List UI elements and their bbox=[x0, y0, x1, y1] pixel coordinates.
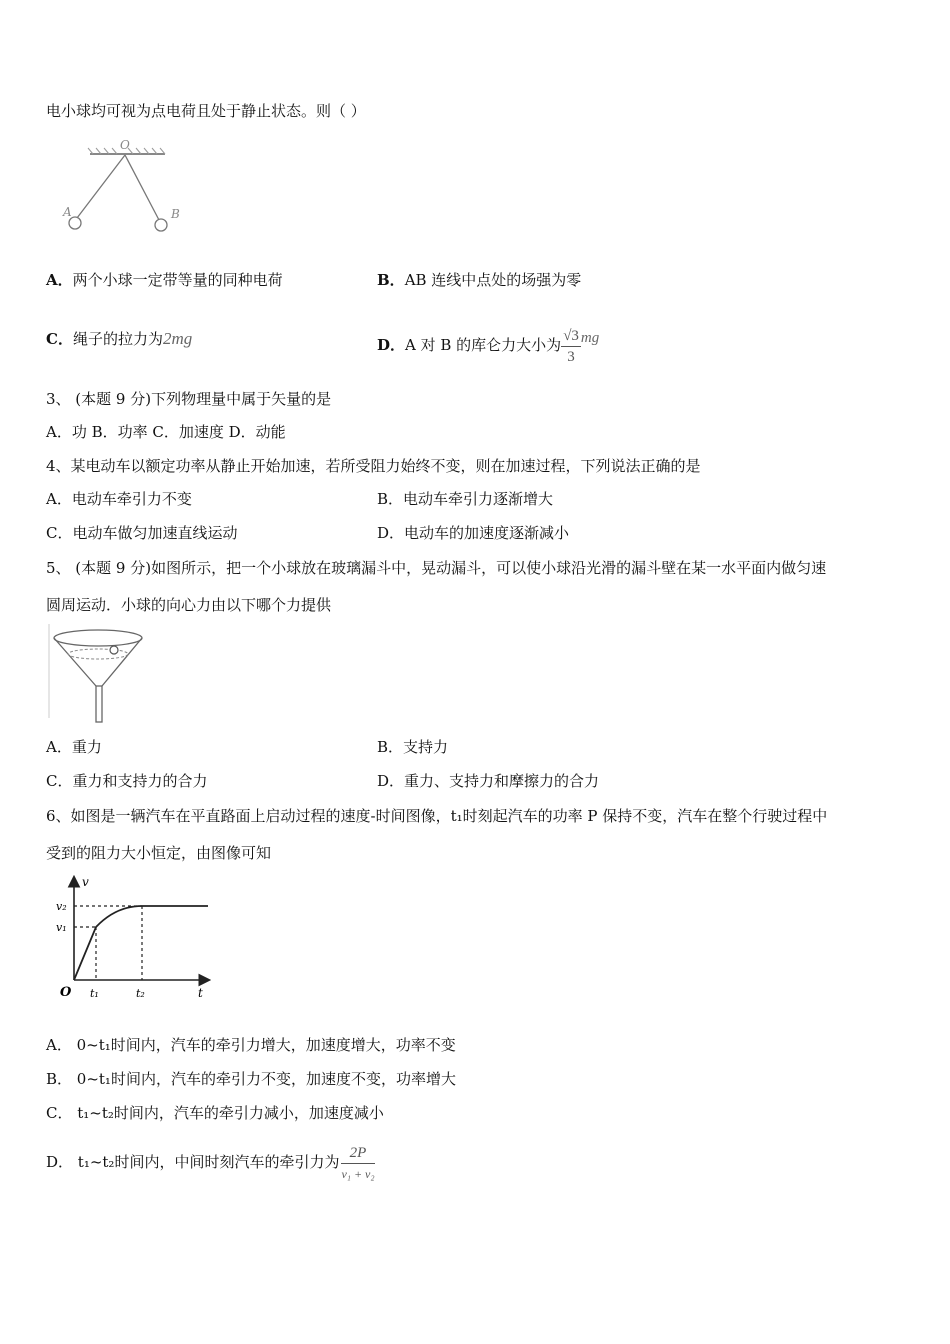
q2-option-d[interactable]: D．A 对 B 的库仑力大小为 $\frac{√3}{3}$ mg bbox=[377, 327, 600, 365]
q2-stem: 电小球均可视为点电荷且处于静止状态。则（ ） bbox=[46, 102, 366, 120]
q6-stem-line1: 6、如图是一辆汽车在平直路面上启动过程的速度-时间图像，t₁时刻起汽车的功率 P 保持不变，汽车在整个行驶过程中 bbox=[46, 807, 828, 825]
axis-label-t: t bbox=[198, 986, 203, 1000]
q2-option-b-text: AB 连线中点处的场强为零 bbox=[404, 271, 582, 289]
q6-stem-line2: 受到的阻力大小恒定，由图像可知 bbox=[46, 844, 272, 862]
q4-option-d[interactable]: D．电动车的加速度逐渐减小 bbox=[377, 524, 570, 542]
q2-option-c-text: 绳子的拉力为 bbox=[72, 330, 163, 348]
q4-option-a[interactable]: A．电动车牵引力不变 bbox=[46, 490, 192, 508]
q2-option-a[interactable]: A．两个小球一定带等量的同种电荷 bbox=[46, 271, 283, 289]
q2-option-a-text: 两个小球一定带等量的同种电荷 bbox=[72, 271, 283, 289]
q5-stem-line2: 圆周运动．小球的向心力由以下哪个力提供 bbox=[46, 596, 332, 614]
q2-pendulum-figure bbox=[55, 138, 195, 258]
label-b: B bbox=[171, 207, 180, 221]
q6-velocity-time-graph bbox=[50, 870, 220, 1004]
fraction-sqrt3-over-3 bbox=[561, 326, 581, 367]
q5-option-d[interactable]: D．重力、支持力和摩擦力的合力 bbox=[377, 772, 600, 790]
fraction-denominator: v₁ + v₂ bbox=[341, 1166, 375, 1181]
fraction-numerator: 2P bbox=[341, 1143, 374, 1164]
q6-option-a[interactable]: A． 0~t₁时间内，汽车的牵引力增大，加速度增大，功率不变 bbox=[46, 1036, 456, 1054]
q6-option-d[interactable] bbox=[46, 1134, 375, 1190]
axis-label-v: v bbox=[82, 875, 89, 889]
tick-label-v1: v₁ bbox=[56, 921, 67, 934]
q2-option-d-text: A 对 B 的库仑力大小为 bbox=[405, 336, 562, 354]
q4-stem: 4、某电动车以额定功率从静止开始加速，若所受阻力始终不变，则在加速过程，下列说法正确的是 bbox=[46, 457, 701, 475]
q5-option-b[interactable]: B．支持力 bbox=[377, 738, 449, 756]
label-a: A bbox=[63, 205, 72, 219]
q4-option-c[interactable]: C．电动车做匀加速直线运动 bbox=[46, 524, 238, 542]
q2-option-b[interactable]: B．AB 连线中点处的场强为零 bbox=[377, 271, 582, 289]
fraction-numerator: √3 bbox=[561, 326, 581, 347]
fraction-2p-over-v1-plus-v2 bbox=[341, 1143, 374, 1184]
q5-option-a[interactable]: A．重力 bbox=[46, 738, 102, 756]
q2-option-c[interactable]: C．绳子的拉力为2mg bbox=[46, 329, 193, 348]
q4-option-b[interactable]: B．电动车牵引力逐渐增大 bbox=[377, 490, 554, 508]
q6-option-b[interactable]: B． 0~t₁时间内，汽车的牵引力不变，加速度不变，功率增大 bbox=[46, 1070, 456, 1088]
q3-stem: 3、 (本题 9 分)下列物理量中属于矢量的是 bbox=[46, 390, 332, 408]
q5-option-c[interactable]: C．重力和支持力的合力 bbox=[46, 772, 208, 790]
tick-label-v2: v₂ bbox=[56, 900, 67, 913]
origin-label: O bbox=[60, 985, 72, 1000]
q5-funnel-figure bbox=[44, 622, 164, 726]
tick-label-t1: t₁ bbox=[90, 987, 99, 1000]
tick-label-t2: t₂ bbox=[136, 987, 145, 1000]
q3-options[interactable]: A．功 B．功率 C．加速度 D．动能 bbox=[46, 423, 286, 441]
formula-2mg: 2mg bbox=[162, 329, 193, 348]
q5-stem-line1: 5、 (本题 9 分)如图所示，把一个小球放在玻璃漏斗中，晃动漏斗，可以使小球沿光滑的漏斗壁在某一水平面内做匀速 bbox=[46, 559, 827, 577]
fraction-denominator: 3 bbox=[567, 348, 575, 365]
q6-option-c[interactable]: C． t₁~t₂时间内，汽车的牵引力减小，加速度减小 bbox=[46, 1104, 384, 1122]
q6-option-d-text: D． t₁~t₂时间内，中间时刻汽车的牵引力为 bbox=[46, 1153, 340, 1171]
formula-mg: mg bbox=[580, 330, 600, 346]
label-o: O bbox=[120, 138, 130, 152]
